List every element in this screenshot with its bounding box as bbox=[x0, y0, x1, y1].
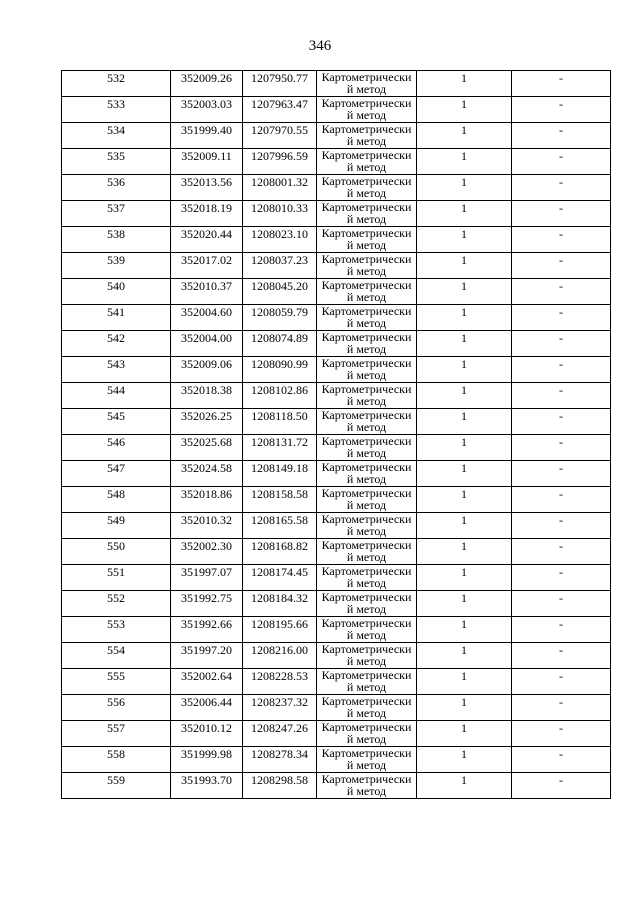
method-cell bbox=[317, 617, 417, 643]
method-text-line-1: Картометрически bbox=[321, 564, 412, 578]
method-text-line-1: Картометрически bbox=[321, 590, 412, 604]
point-number-cell: 557 bbox=[62, 721, 171, 747]
method-cell bbox=[317, 435, 417, 461]
y-coordinate-cell: 1208090.99 bbox=[243, 357, 317, 383]
method-text-line-2: й метод bbox=[346, 732, 387, 746]
x-coordinate-cell: 351997.20 bbox=[171, 643, 243, 669]
note-cell: - bbox=[512, 97, 611, 123]
page-number: 346 bbox=[308, 38, 332, 54]
note-cell: - bbox=[512, 591, 611, 617]
count-cell: 1 bbox=[417, 643, 512, 669]
y-coordinate-cell: 1208023.10 bbox=[243, 227, 317, 253]
note-cell: - bbox=[512, 721, 611, 747]
count-cell: 1 bbox=[417, 487, 512, 513]
y-coordinate-cell: 1208045.20 bbox=[243, 279, 317, 305]
x-coordinate-cell: 351999.98 bbox=[171, 747, 243, 773]
x-coordinate-cell: 352024.58 bbox=[171, 461, 243, 487]
method-text-line-1: Картометрически bbox=[321, 122, 412, 136]
count-cell: 1 bbox=[417, 331, 512, 357]
count-cell: 1 bbox=[417, 305, 512, 331]
x-coordinate-cell: 351992.75 bbox=[171, 591, 243, 617]
method-text-line-2: й метод bbox=[346, 654, 387, 668]
table-row bbox=[62, 331, 611, 357]
count-cell: 1 bbox=[417, 721, 512, 747]
count-cell: 1 bbox=[417, 279, 512, 305]
note-cell: - bbox=[512, 201, 611, 227]
y-coordinate-cell: 1208158.58 bbox=[243, 487, 317, 513]
method-cell bbox=[317, 357, 417, 383]
method-cell bbox=[317, 201, 417, 227]
coordinates-table-body bbox=[62, 71, 611, 799]
table-row bbox=[62, 409, 611, 435]
x-coordinate-cell: 352009.06 bbox=[171, 357, 243, 383]
table-row bbox=[62, 461, 611, 487]
method-text-line-1: Картометрически bbox=[321, 70, 412, 84]
count-cell: 1 bbox=[417, 669, 512, 695]
table-row bbox=[62, 539, 611, 565]
method-cell bbox=[317, 695, 417, 721]
note-cell: - bbox=[512, 617, 611, 643]
coordinates-table bbox=[61, 70, 611, 799]
count-cell: 1 bbox=[417, 123, 512, 149]
method-text-line-2: й метод bbox=[346, 134, 387, 148]
method-text-line-2: й метод bbox=[346, 524, 387, 538]
table-row bbox=[62, 721, 611, 747]
method-text-line-2: й метод bbox=[346, 290, 387, 304]
method-text-line-2: й метод bbox=[346, 316, 387, 330]
table-row bbox=[62, 773, 611, 799]
count-cell: 1 bbox=[417, 513, 512, 539]
method-text-line-2: й метод bbox=[346, 368, 387, 382]
note-cell: - bbox=[512, 123, 611, 149]
note-cell: - bbox=[512, 461, 611, 487]
table-row bbox=[62, 669, 611, 695]
note-cell: - bbox=[512, 175, 611, 201]
method-text-line-1: Картометрически bbox=[321, 746, 412, 760]
y-coordinate-cell: 1207963.47 bbox=[243, 97, 317, 123]
method-cell bbox=[317, 513, 417, 539]
method-text-line-2: й метод bbox=[346, 472, 387, 486]
method-text-line-1: Картометрически bbox=[321, 356, 412, 370]
method-text-line-1: Картометрически bbox=[321, 538, 412, 552]
x-coordinate-cell: 351992.66 bbox=[171, 617, 243, 643]
note-cell: - bbox=[512, 331, 611, 357]
y-coordinate-cell: 1208174.45 bbox=[243, 565, 317, 591]
x-coordinate-cell: 352018.38 bbox=[171, 383, 243, 409]
count-cell: 1 bbox=[417, 461, 512, 487]
point-number-cell: 555 bbox=[62, 669, 171, 695]
table-row bbox=[62, 357, 611, 383]
y-coordinate-cell: 1208010.33 bbox=[243, 201, 317, 227]
table-row bbox=[62, 149, 611, 175]
method-cell bbox=[317, 461, 417, 487]
method-text-line-1: Картометрически bbox=[321, 512, 412, 526]
x-coordinate-cell: 352009.11 bbox=[171, 149, 243, 175]
x-coordinate-cell: 352004.00 bbox=[171, 331, 243, 357]
count-cell: 1 bbox=[417, 435, 512, 461]
note-cell: - bbox=[512, 279, 611, 305]
table-row bbox=[62, 97, 611, 123]
method-text-line-1: Картометрически bbox=[321, 434, 412, 448]
y-coordinate-cell: 1207970.55 bbox=[243, 123, 317, 149]
method-cell bbox=[317, 721, 417, 747]
table-row bbox=[62, 123, 611, 149]
method-text-line-1: Картометрически bbox=[321, 486, 412, 500]
point-number-cell: 539 bbox=[62, 253, 171, 279]
point-number-cell: 535 bbox=[62, 149, 171, 175]
x-coordinate-cell: 352013.56 bbox=[171, 175, 243, 201]
note-cell: - bbox=[512, 487, 611, 513]
count-cell: 1 bbox=[417, 97, 512, 123]
method-text-line-2: й метод bbox=[346, 758, 387, 772]
x-coordinate-cell: 352017.02 bbox=[171, 253, 243, 279]
method-text-line-1: Картометрически bbox=[321, 330, 412, 344]
point-number-cell: 543 bbox=[62, 357, 171, 383]
method-text-line-2: й метод bbox=[346, 550, 387, 564]
note-cell: - bbox=[512, 565, 611, 591]
y-coordinate-cell: 1208298.58 bbox=[243, 773, 317, 799]
note-cell: - bbox=[512, 357, 611, 383]
y-coordinate-cell: 1208102.86 bbox=[243, 383, 317, 409]
method-cell bbox=[317, 279, 417, 305]
table-row bbox=[62, 201, 611, 227]
method-text-line-1: Картометрически bbox=[321, 148, 412, 162]
method-text-line-2: й метод bbox=[346, 446, 387, 460]
method-text-line-2: й метод bbox=[346, 108, 387, 122]
x-coordinate-cell: 352018.86 bbox=[171, 487, 243, 513]
note-cell: - bbox=[512, 747, 611, 773]
table-row bbox=[62, 383, 611, 409]
x-coordinate-cell: 352006.44 bbox=[171, 695, 243, 721]
point-number-cell: 537 bbox=[62, 201, 171, 227]
table-row bbox=[62, 71, 611, 97]
method-text-line-2: й метод bbox=[346, 420, 387, 434]
point-number-cell: 538 bbox=[62, 227, 171, 253]
table-row bbox=[62, 617, 611, 643]
method-cell bbox=[317, 773, 417, 799]
note-cell: - bbox=[512, 695, 611, 721]
table-row bbox=[62, 305, 611, 331]
y-coordinate-cell: 1208037.23 bbox=[243, 253, 317, 279]
count-cell: 1 bbox=[417, 539, 512, 565]
point-number-cell: 544 bbox=[62, 383, 171, 409]
y-coordinate-cell: 1208131.72 bbox=[243, 435, 317, 461]
method-text-line-2: й метод bbox=[346, 602, 387, 616]
method-text-line-2: й метод bbox=[346, 680, 387, 694]
x-coordinate-cell: 352018.19 bbox=[171, 201, 243, 227]
method-text-line-1: Картометрически bbox=[321, 642, 412, 656]
count-cell: 1 bbox=[417, 253, 512, 279]
count-cell: 1 bbox=[417, 617, 512, 643]
x-coordinate-cell: 351999.40 bbox=[171, 123, 243, 149]
x-coordinate-cell: 352003.03 bbox=[171, 97, 243, 123]
point-number-cell: 548 bbox=[62, 487, 171, 513]
note-cell: - bbox=[512, 513, 611, 539]
x-coordinate-cell: 351993.70 bbox=[171, 773, 243, 799]
method-text-line-1: Картометрически bbox=[321, 720, 412, 734]
count-cell: 1 bbox=[417, 747, 512, 773]
table-row bbox=[62, 747, 611, 773]
note-cell: - bbox=[512, 305, 611, 331]
count-cell: 1 bbox=[417, 201, 512, 227]
method-text-line-1: Картометрически bbox=[321, 408, 412, 422]
note-cell: - bbox=[512, 435, 611, 461]
method-cell bbox=[317, 175, 417, 201]
x-coordinate-cell: 352026.25 bbox=[171, 409, 243, 435]
x-coordinate-cell: 352010.37 bbox=[171, 279, 243, 305]
y-coordinate-cell: 1208216.00 bbox=[243, 643, 317, 669]
point-number-cell: 536 bbox=[62, 175, 171, 201]
x-coordinate-cell: 352002.30 bbox=[171, 539, 243, 565]
method-cell bbox=[317, 409, 417, 435]
method-cell bbox=[317, 669, 417, 695]
point-number-cell: 542 bbox=[62, 331, 171, 357]
note-cell: - bbox=[512, 773, 611, 799]
method-text-line-2: й метод bbox=[346, 342, 387, 356]
method-text-line-1: Картометрически bbox=[321, 460, 412, 474]
table-row bbox=[62, 591, 611, 617]
note-cell: - bbox=[512, 643, 611, 669]
method-cell bbox=[317, 487, 417, 513]
count-cell: 1 bbox=[417, 175, 512, 201]
method-cell bbox=[317, 331, 417, 357]
y-coordinate-cell: 1208165.58 bbox=[243, 513, 317, 539]
method-cell bbox=[317, 305, 417, 331]
count-cell: 1 bbox=[417, 149, 512, 175]
table-row bbox=[62, 279, 611, 305]
count-cell: 1 bbox=[417, 227, 512, 253]
table-row bbox=[62, 513, 611, 539]
x-coordinate-cell: 352025.68 bbox=[171, 435, 243, 461]
note-cell: - bbox=[512, 71, 611, 97]
note-cell: - bbox=[512, 669, 611, 695]
y-coordinate-cell: 1208118.50 bbox=[243, 409, 317, 435]
note-cell: - bbox=[512, 253, 611, 279]
method-cell bbox=[317, 149, 417, 175]
table-row bbox=[62, 227, 611, 253]
count-cell: 1 bbox=[417, 591, 512, 617]
method-cell bbox=[317, 253, 417, 279]
y-coordinate-cell: 1208059.79 bbox=[243, 305, 317, 331]
method-text-line-2: й метод bbox=[346, 576, 387, 590]
method-text-line-1: Картометрически bbox=[321, 382, 412, 396]
method-text-line-2: й метод bbox=[346, 784, 387, 798]
point-number-cell: 541 bbox=[62, 305, 171, 331]
method-text-line-2: й метод bbox=[346, 160, 387, 174]
y-coordinate-cell: 1207950.77 bbox=[243, 71, 317, 97]
method-cell bbox=[317, 227, 417, 253]
method-cell bbox=[317, 643, 417, 669]
x-coordinate-cell: 352010.32 bbox=[171, 513, 243, 539]
method-cell bbox=[317, 71, 417, 97]
point-number-cell: 559 bbox=[62, 773, 171, 799]
point-number-cell: 534 bbox=[62, 123, 171, 149]
method-text-line-2: й метод bbox=[346, 82, 387, 96]
point-number-cell: 533 bbox=[62, 97, 171, 123]
x-coordinate-cell: 352002.64 bbox=[171, 669, 243, 695]
point-number-cell: 552 bbox=[62, 591, 171, 617]
point-number-cell: 549 bbox=[62, 513, 171, 539]
count-cell: 1 bbox=[417, 565, 512, 591]
method-text-line-1: Картометрически bbox=[321, 174, 412, 188]
point-number-cell: 551 bbox=[62, 565, 171, 591]
count-cell: 1 bbox=[417, 409, 512, 435]
y-coordinate-cell: 1208247.26 bbox=[243, 721, 317, 747]
y-coordinate-cell: 1208168.82 bbox=[243, 539, 317, 565]
table-row bbox=[62, 643, 611, 669]
method-text-line-2: й метод bbox=[346, 394, 387, 408]
note-cell: - bbox=[512, 227, 611, 253]
y-coordinate-cell: 1208149.18 bbox=[243, 461, 317, 487]
point-number-cell: 546 bbox=[62, 435, 171, 461]
method-text-line-1: Картометрически bbox=[321, 96, 412, 110]
method-text-line-2: й метод bbox=[346, 186, 387, 200]
method-text-line-1: Картометрически bbox=[321, 304, 412, 318]
x-coordinate-cell: 352009.26 bbox=[171, 71, 243, 97]
x-coordinate-cell: 352010.12 bbox=[171, 721, 243, 747]
point-number-cell: 554 bbox=[62, 643, 171, 669]
method-text-line-1: Картометрически bbox=[321, 694, 412, 708]
x-coordinate-cell: 351997.07 bbox=[171, 565, 243, 591]
point-number-cell: 553 bbox=[62, 617, 171, 643]
y-coordinate-cell: 1208237.32 bbox=[243, 695, 317, 721]
method-text-line-2: й метод bbox=[346, 628, 387, 642]
table-row bbox=[62, 435, 611, 461]
y-coordinate-cell: 1208001.32 bbox=[243, 175, 317, 201]
y-coordinate-cell: 1208184.32 bbox=[243, 591, 317, 617]
count-cell: 1 bbox=[417, 357, 512, 383]
x-coordinate-cell: 352020.44 bbox=[171, 227, 243, 253]
point-number-cell: 556 bbox=[62, 695, 171, 721]
point-number-cell: 532 bbox=[62, 71, 171, 97]
method-cell bbox=[317, 591, 417, 617]
y-coordinate-cell: 1208278.34 bbox=[243, 747, 317, 773]
method-text-line-1: Картометрически bbox=[321, 200, 412, 214]
method-cell bbox=[317, 565, 417, 591]
method-text-line-1: Картометрически bbox=[321, 226, 412, 240]
point-number-cell: 558 bbox=[62, 747, 171, 773]
table-row bbox=[62, 175, 611, 201]
count-cell: 1 bbox=[417, 695, 512, 721]
method-text-line-1: Картометрически bbox=[321, 668, 412, 682]
method-cell bbox=[317, 747, 417, 773]
method-cell bbox=[317, 383, 417, 409]
method-text-line-2: й метод bbox=[346, 264, 387, 278]
method-text-line-1: Картометрически bbox=[321, 616, 412, 630]
table-row bbox=[62, 565, 611, 591]
method-text-line-1: Картометрически bbox=[321, 252, 412, 266]
point-number-cell: 550 bbox=[62, 539, 171, 565]
method-text-line-2: й метод bbox=[346, 212, 387, 226]
table-row bbox=[62, 487, 611, 513]
method-text-line-1: Картометрически bbox=[321, 772, 412, 786]
point-number-cell: 540 bbox=[62, 279, 171, 305]
table-row bbox=[62, 253, 611, 279]
method-text-line-2: й метод bbox=[346, 706, 387, 720]
count-cell: 1 bbox=[417, 773, 512, 799]
method-text-line-2: й метод bbox=[346, 238, 387, 252]
y-coordinate-cell: 1208074.89 bbox=[243, 331, 317, 357]
count-cell: 1 bbox=[417, 383, 512, 409]
method-cell bbox=[317, 539, 417, 565]
y-coordinate-cell: 1207996.59 bbox=[243, 149, 317, 175]
note-cell: - bbox=[512, 383, 611, 409]
point-number-cell: 547 bbox=[62, 461, 171, 487]
x-coordinate-cell: 352004.60 bbox=[171, 305, 243, 331]
method-cell bbox=[317, 123, 417, 149]
table-row bbox=[62, 695, 611, 721]
method-text-line-1: Картометрически bbox=[321, 278, 412, 292]
note-cell: - bbox=[512, 409, 611, 435]
method-cell bbox=[317, 97, 417, 123]
y-coordinate-cell: 1208195.66 bbox=[243, 617, 317, 643]
point-number-cell: 545 bbox=[62, 409, 171, 435]
count-cell: 1 bbox=[417, 71, 512, 97]
method-text-line-2: й метод bbox=[346, 498, 387, 512]
note-cell: - bbox=[512, 149, 611, 175]
y-coordinate-cell: 1208228.53 bbox=[243, 669, 317, 695]
note-cell: - bbox=[512, 539, 611, 565]
